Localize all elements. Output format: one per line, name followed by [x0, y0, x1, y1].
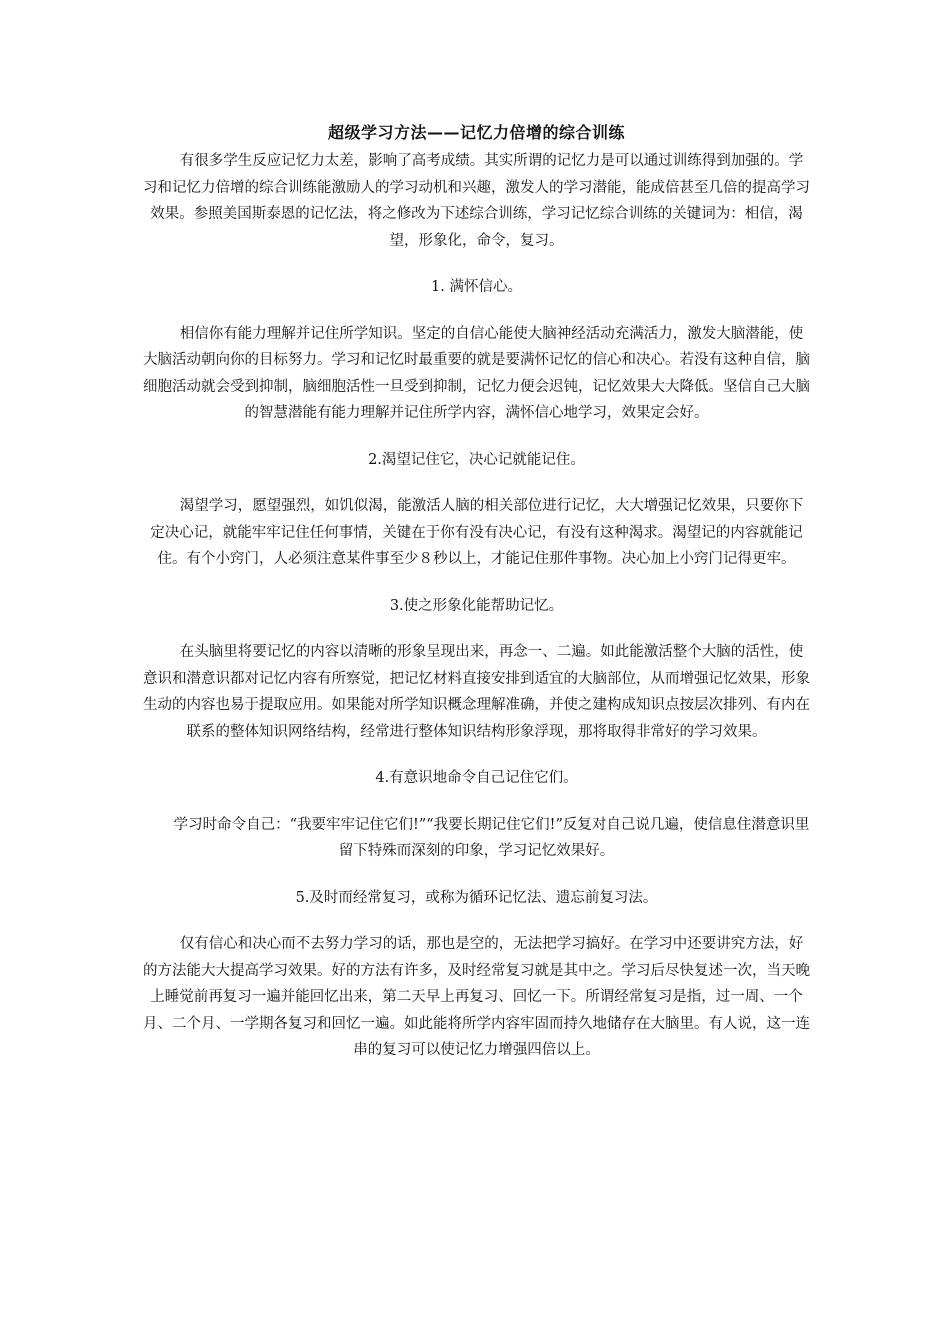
- spacer: [143, 301, 810, 321]
- spacer: [143, 254, 810, 274]
- section-heading-3: 3.使之形象化能帮助记忆。: [389, 597, 564, 614]
- spacer: [143, 911, 810, 931]
- spacer: [143, 619, 810, 639]
- intro-text: 有很多学生反应记忆力太差，影响了高考成绩。其实所谓的记忆力是可以通过训练得到加强的。学习和记忆力倍增的综合训练能激励人的学习动机和兴趣，激发人的学习潜能，能成倍甚至几倍的提高学习效果。参照美国斯泰恩的记忆法，将之修改为下述综合训练，学习记忆综合训练的关键词为：相信，渴望，形象化，命令，复习。: [143, 153, 810, 249]
- spacer: [143, 792, 810, 812]
- document-title: 超级学习方法——记忆力倍增的综合训练: [327, 123, 625, 142]
- section-heading-1: 1. 满怀信心。: [431, 279, 522, 295]
- section-body-5: [143, 931, 810, 1064]
- section-body-5-text: 仅有信心和决心而不去努力学习的话，那也是空的，无法把学习搞好。在学习中还要讲究方法，好的方法能大大提高学习效果。好的方法有许多，及时经常复习就是其中之。学习后尽快复述一次，当天晚上睡觉前再复习一遍并能回忆出来，第二天早上再复习、回忆一下。所谓经常复习是指，过一周、一个月、二个月、一学期各复习和回忆一遍。如此能将所学内容牢固而持久地储存在大脑里。有人说，这一连串的复习可以使记忆力增强四倍以上。: [143, 936, 810, 1058]
- section-body-2-text: 渴望学习，愿望强烈，如饥似渴，能激活人脑的相关部位进行记忆，大大增强记忆效果，只要你下定决心记，就能牢牢记住任何事情，关键在于你有没有决心记，有没有这种渴求。渴望记的内容就能记住。有个小窍门，人必须注意某件事至少８秒以上，才能记住那件事物。决心加上小窍门记得更牢。: [150, 498, 804, 567]
- spacer: [143, 865, 810, 885]
- section-body-3-text: 在头脑里将要记忆的内容以清晰的形象呈现出来，再念一、二遍。如此能激活整个大脑的活性，使意识和潜意识都对记忆内容有所察觉，把记忆材料直接安排到适宜的大脑部位，从而增强记忆效果，形象生动的内容也易于提取应用。如果能对所学知识概念理解准确，并使之建构成知识点按层次排列、有内在联系的整体知识网络结构，经常进行整体知识结构形象浮现，那将取得非常好的学习效果。: [143, 644, 810, 740]
- section-body-1: [143, 321, 810, 427]
- section-body-4: [143, 812, 810, 865]
- section-heading-4: 4.有意识地命令自己记住它们。: [375, 770, 578, 786]
- section-body-1-text: 相信你有能力理解并记住所学知识。坚定的自信心能使大脑神经活动充满活力，激发大脑潜能，使大脑活动朝向你的目标努力。学习和记忆时最重要的就是要满怀记忆的信心和决心。若没有这种自信，脑细胞活动就会受到抑制，脑细胞活性一旦受到抑制，记忆力便会迟钝，记忆效果大大降低。坚信自己大脑的智慧潜能有能力理解并记住所学内容，满怀信心地学习，效果定会好。: [143, 325, 810, 421]
- section-heading-5: 5.及时而经常复习，或称为循环记忆法、遗忘前复习法。: [295, 889, 658, 906]
- spacer: [143, 745, 810, 765]
- spacer: [143, 427, 810, 447]
- section-body-2: [143, 493, 810, 573]
- spacer: [143, 473, 810, 493]
- spacer: [143, 573, 810, 593]
- document-page: [143, 118, 810, 1064]
- section-heading-2: 2.渴望记住它，决心记就能记住。: [368, 451, 585, 468]
- intro-paragraph: [143, 148, 810, 254]
- section-body-3: [143, 639, 810, 745]
- section-body-4-text: 学习时命令自己：“我要牢牢记住它们!”“我要长期记住它们!”反复对自己说几遍，使信息住潜意识里留下特殊而深刻的印象，学习记忆效果好。: [173, 816, 810, 859]
